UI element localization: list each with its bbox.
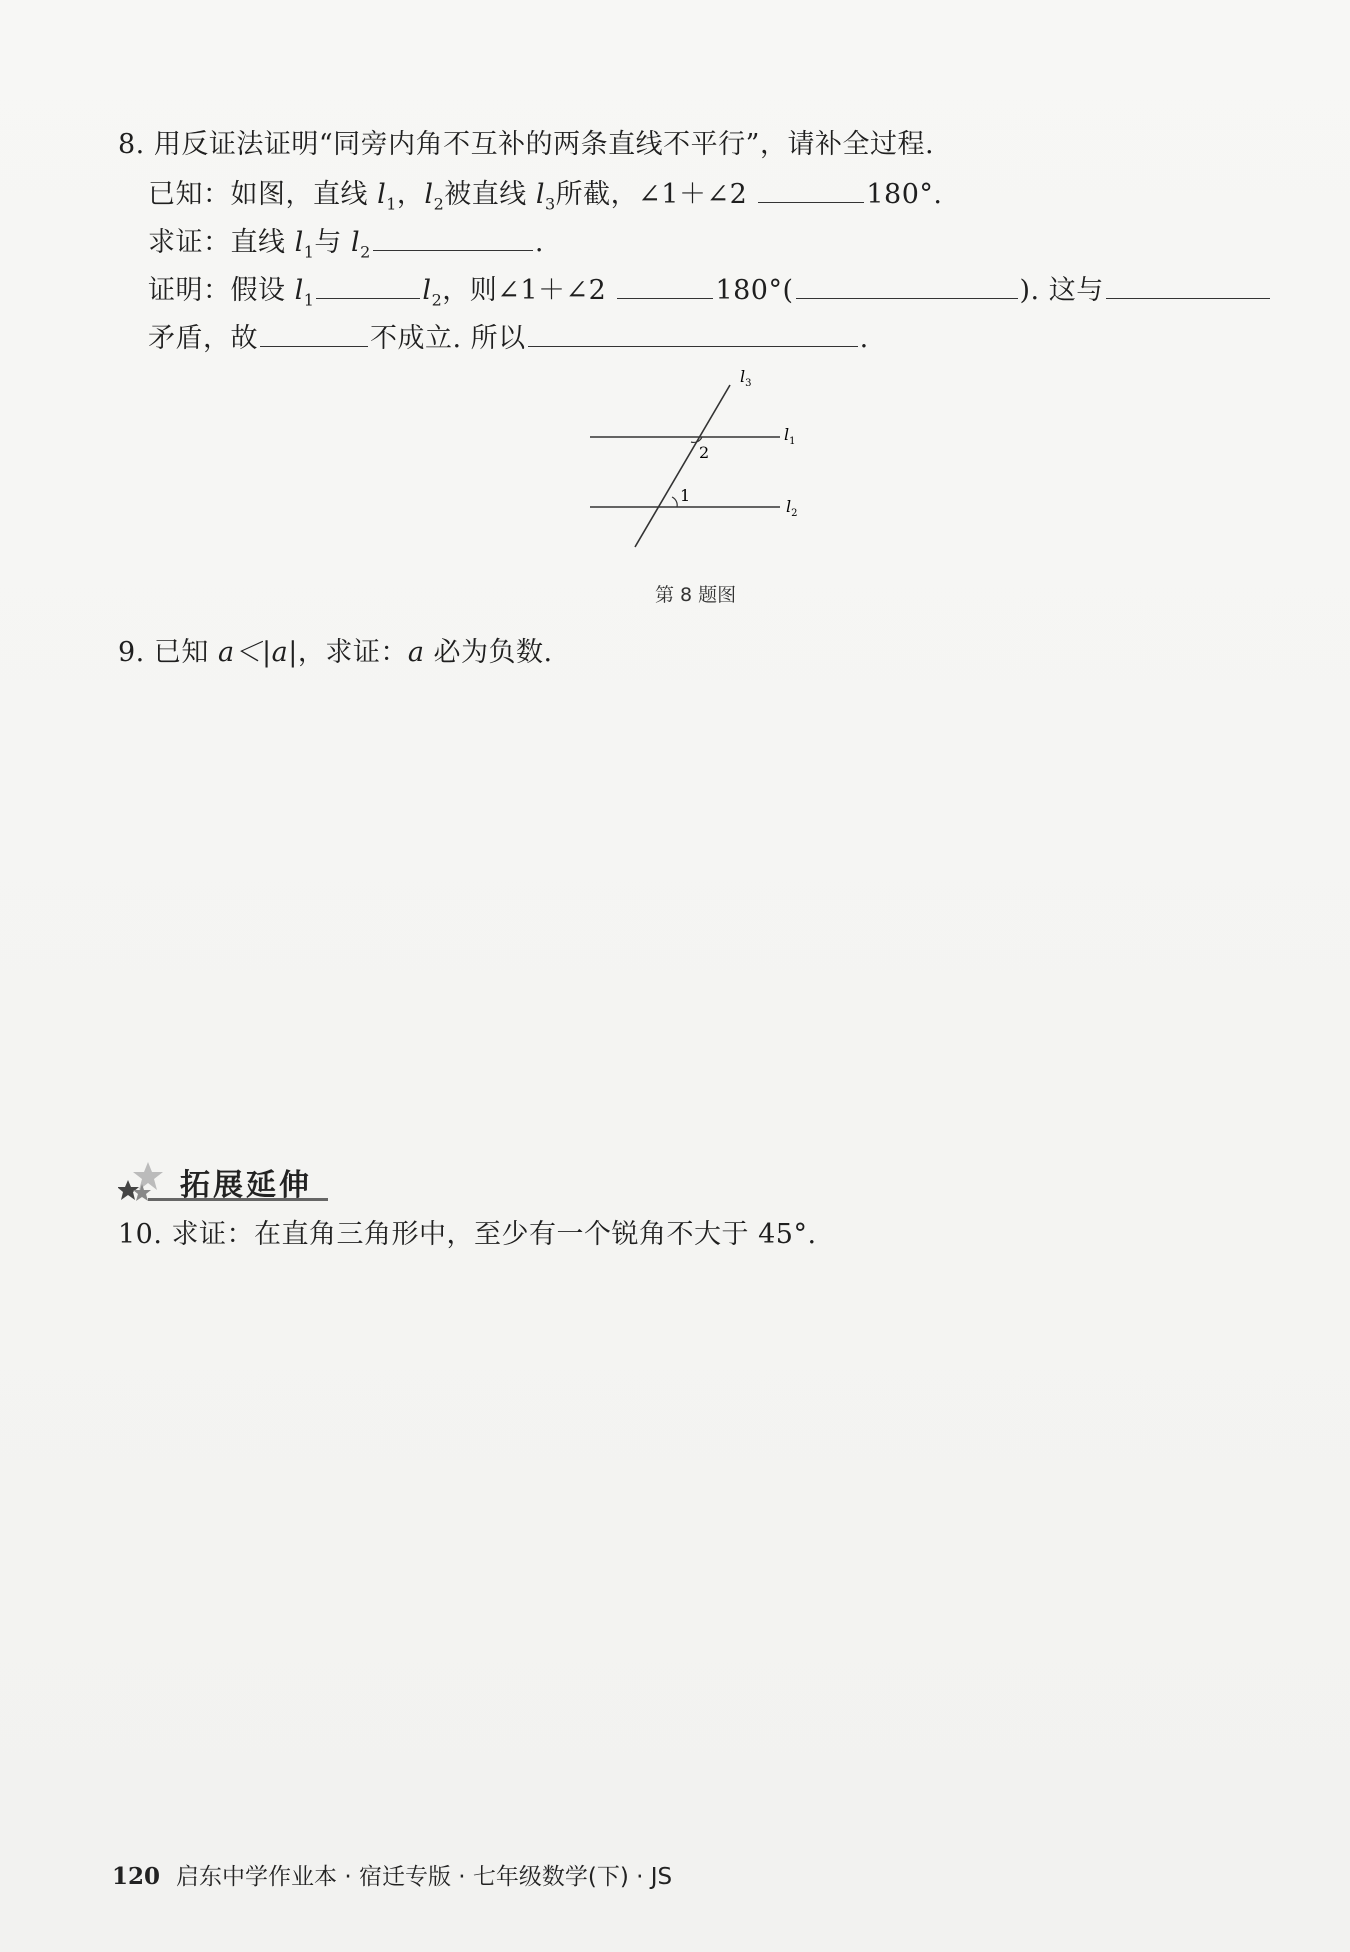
section-header (118, 1160, 338, 1204)
l3-label: $l_3$ (535, 179, 556, 214)
period: . (859, 323, 869, 354)
l2-label: $l_2$ (351, 227, 371, 262)
q8-prove-mid: 与 (314, 227, 352, 258)
q8-proof-mid3: ). 这与 (1019, 275, 1104, 306)
angle-2-label: 2 (699, 443, 710, 462)
blank-7[interactable] (260, 320, 368, 347)
q10: 10. 求证：在直角三角形中，至少有一个锐角不大于 45°. (118, 1219, 817, 1250)
angle-2-arc (691, 437, 702, 442)
q9-suffix: 必为负数. (424, 637, 553, 668)
l1-label: $l_1$ (377, 179, 397, 214)
figure-caption: 第 8 题图 (655, 584, 737, 606)
q9-expr: a＜|a| (217, 637, 298, 668)
l3-figure-label: $l_3$ (740, 370, 752, 389)
q9 (118, 636, 553, 670)
q8-known-mid: 被直线 (444, 179, 536, 210)
q9-var: a (407, 637, 425, 668)
page-number: 120 (112, 1863, 161, 1890)
q8-angle-sum: 所截，∠1＋∠2 (555, 179, 757, 210)
blank-1[interactable] (758, 176, 864, 203)
q8-prove (148, 224, 544, 269)
q8-contradiction (148, 320, 869, 356)
q8-contra-prefix: 矛盾，故 (148, 323, 258, 354)
angle-1-arc (672, 497, 677, 507)
section-title: 拓展延伸 (180, 1168, 312, 1203)
blank-5[interactable] (796, 272, 1018, 299)
blank-8[interactable] (528, 320, 858, 347)
book-title: 启东中学作业本 · 宿迁专版 · 七年级数学(下) · JS (176, 1864, 673, 1890)
q8-contra-mid: 不成立. 所以 (370, 323, 526, 354)
angle-1-label: 1 (680, 486, 691, 505)
q8-proof-mid2: 180°( (715, 275, 794, 306)
q8-title: 8. 用反证法证明“同旁内角不互补的两条直线不平行”，请补全过程. (118, 129, 935, 160)
q8-figure (580, 370, 820, 550)
q8-proof-mid1: ，则∠1＋∠2 (442, 275, 616, 306)
blank-3[interactable] (316, 272, 420, 299)
l2-figure-label: $l_2$ (786, 497, 798, 519)
comma: ， (396, 179, 425, 210)
q8-proof (148, 272, 1272, 317)
q8-proof-prefix: 证明：假设 (148, 275, 295, 306)
blank-6[interactable] (1106, 272, 1270, 299)
q9-mid: ，求证： (297, 637, 408, 668)
period: . (534, 227, 544, 258)
q8-known (148, 176, 942, 221)
q9-prefix: 9. 已知 (118, 637, 218, 668)
l1-label: $l_1$ (294, 275, 315, 310)
footer (112, 1858, 672, 1891)
l1-label: $l_1$ (294, 227, 315, 262)
q8-known-suffix: 180°. (866, 179, 943, 210)
l2-label: $l_2$ (422, 275, 443, 310)
blank-2[interactable] (373, 224, 533, 251)
q8-prove-prefix: 求证：直线 (148, 227, 295, 258)
q8-known-prefix: 已知：如图，直线 (148, 179, 378, 210)
blank-4[interactable] (617, 272, 713, 299)
line-l3 (635, 385, 730, 547)
l2-label: $l_2$ (424, 179, 445, 214)
l1-figure-label: $l_1$ (784, 425, 796, 447)
